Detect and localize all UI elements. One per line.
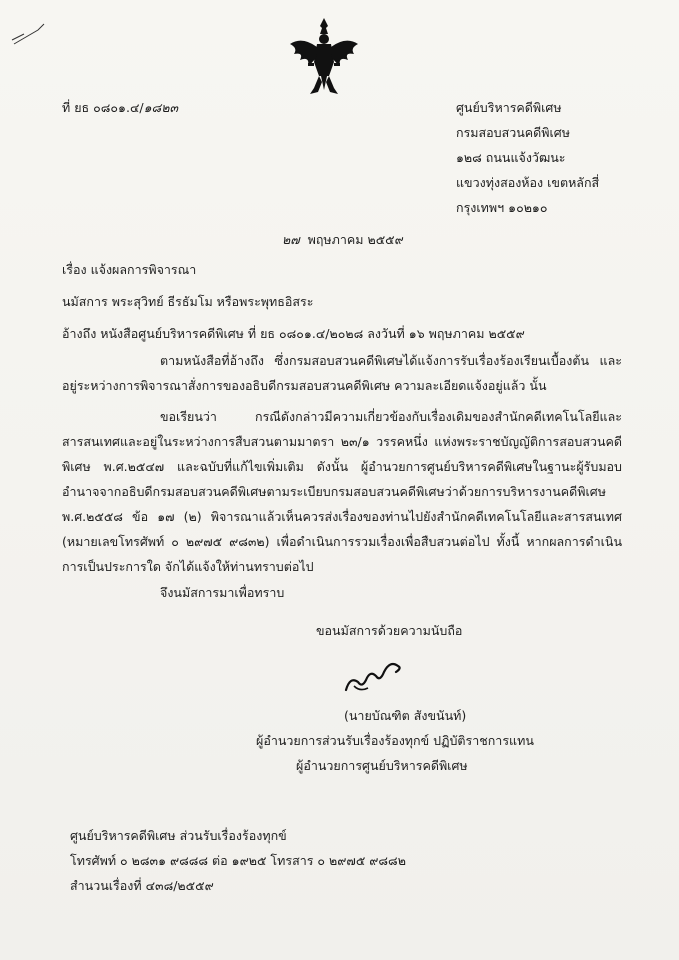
reference-number-printed: ที่ ยธ ๐๘๐๑.๔/	[62, 100, 144, 115]
sender-address-line: กรุงเทพฯ ๑๐๒๑๐	[456, 200, 548, 215]
reference-number-handwritten: ๑๘๒๓	[143, 100, 178, 115]
sender-address-line: กรมสอบสวนคดีพิเศษ	[456, 125, 570, 140]
reference-number	[62, 100, 178, 116]
corner-pen-mark-icon	[8, 10, 48, 50]
body-paragraph-2: ขอเรียนว่า กรณีดังกล่าวมีความเกี่ยวข้องกับเรื่องเดิมของสำนักคดีเทคโนโลยีและสารสนเทศและอยู่ในระหว่างการสืบสวนตามมาตรา ๒๓/๑ วรรคหนึ่ง แห่งพระราชบัญญัติการสอบสวนคดีพิเศษ พ.ศ.๒๕๔๗ และฉบับที่แก้ไขเพิ่มเติม ดังนั้น ผู้อำนวยการศูนย์บริหารคดีพิเศษในฐานะผู้รับมอบอำนาจจากอธิบดีกรมสอบสวนคดีพิเศษตามระเบียบกรมสอบสวนคดีพิเศษว่าด้วยการบริหารงานคดีพิเศษ พ.ศ.๒๕๕๘ ข้อ ๑๗ (๒) พิจารณาแล้วเห็นควรส่งเรื่องของท่านไปยังสำนักคดีเทคโนโลยีและสารสนเทศ (หมายเลขโทรศัพท์ ๐ ๒๙๗๕ ๙๘๓๒) เพื่อดำเนินการรวมเรื่องเพื่อสืบสวนต่อไป ทั้งนี้ หากผลการดำเนินการเป็นประการใด จักได้แจ้งให้ท่านทราบต่อไป	[62, 409, 622, 574]
signatory-title-line1: ผู้อำนวยการส่วนรับเรื่องร้องทุกข์ ปฏิบัติราชการแทน	[256, 733, 534, 748]
footer-case-number: สำนวนเรื่องที่ ๔๓๘/๒๕๕๙	[70, 878, 214, 893]
footer-phone: โทรศัพท์ ๐ ๒๘๓๑ ๙๘๘๘ ต่อ ๑๙๒๕ โทรสาร ๐ ๒๙๗๕ ๙๘๘๒	[70, 853, 406, 868]
date-day-handwritten: ๒๗	[282, 232, 300, 247]
sender-address-line: ๑๒๘ ถนนแจ้งวัฒนะ	[456, 150, 566, 165]
letter-date	[282, 232, 404, 248]
salutation-line: นมัสการ พระสุวิทย์ ธีรธัมโม หรือพระพุทธอิสระ	[62, 294, 314, 309]
garuda-emblem-icon	[284, 14, 364, 98]
handwritten-signature-icon	[340, 652, 410, 702]
subject-line: เรื่อง แจ้งผลการพิจารณา	[62, 262, 197, 277]
body-paragraph-1: ตามหนังสือที่อ้างถึง ซึ่งกรมสอบสวนคดีพิเศษได้แจ้งการรับเรื่องร้องเรียนเบื้องต้น และอยู่ระหว่างการพิจารณาสั่งการของอธิบดีกรมสอบสวนคดีพิเศษ ความละเอียดแจ้งอยู่แล้ว นั้น	[62, 353, 622, 393]
sender-address-line: ศูนย์บริหารคดีพิเศษ	[456, 100, 562, 115]
body-paragraph-3: จึงนมัสการมาเพื่อทราบ	[160, 585, 285, 600]
signatory-title-line2: ผู้อำนวยการศูนย์บริหารคดีพิเศษ	[296, 758, 468, 773]
closing-regards: ขอนมัสการด้วยความนับถือ	[316, 623, 463, 638]
signatory-name: (นายบัณฑิต สังขนันท์)	[344, 708, 467, 723]
reference-line: อ้างถึง หนังสือศูนย์บริหารคดีพิเศษ ที่ ยธ ๐๘๐๑.๔/๒๐๒๘ ลงวันที่ ๑๖ พฤษภาคม ๒๕๕๙	[62, 326, 525, 341]
date-month-year: พฤษภาคม ๒๕๕๙	[307, 232, 404, 247]
footer-office: ศูนย์บริหารคดีพิเศษ ส่วนรับเรื่องร้องทุกข์	[70, 828, 287, 843]
sender-address-line: แขวงทุ่งสองห้อง เขตหลักสี่	[456, 175, 600, 190]
